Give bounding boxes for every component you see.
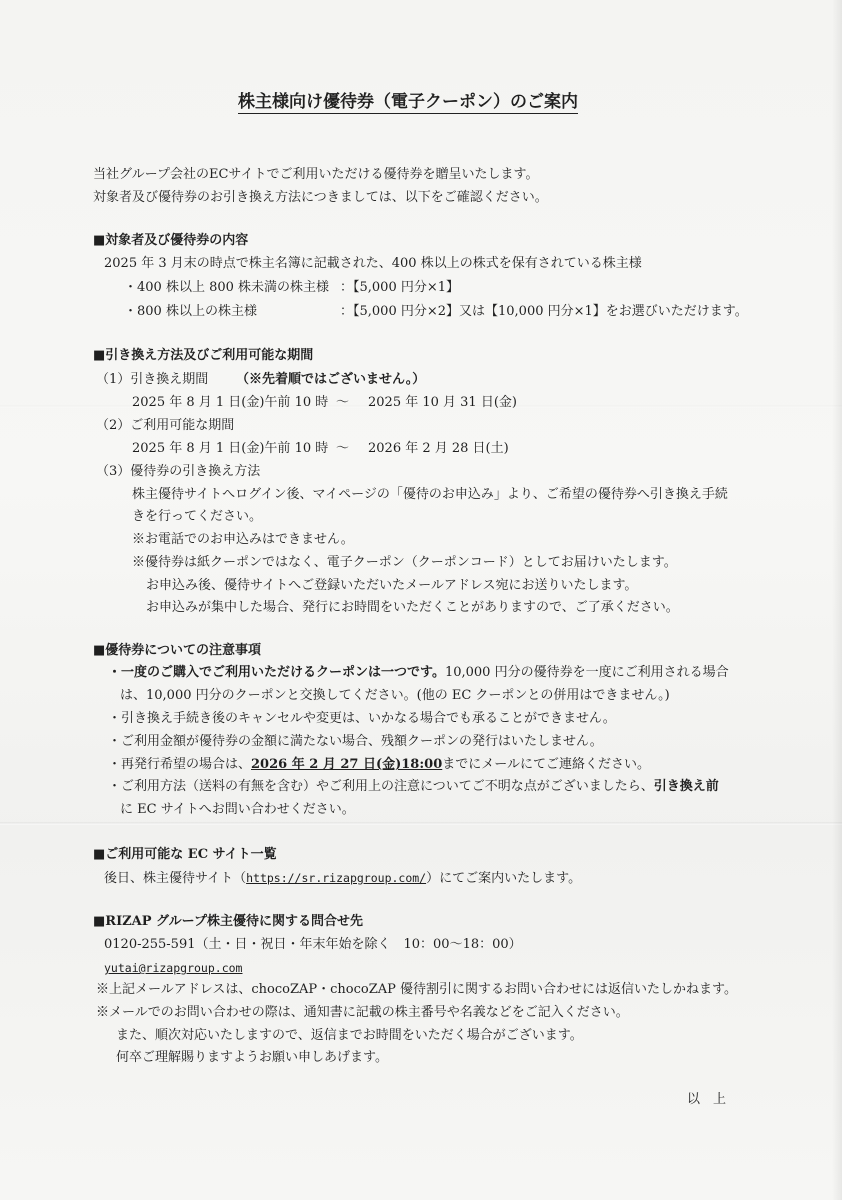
method-note: お申込み後、優待サイトへご登録いただいたメールアドレス宛にお送りいたします。 [146, 578, 638, 593]
intro-line: 当社グループ会社のECサイトでご利用いただける優待券を贈呈いたします。 [93, 167, 539, 182]
caution-text: 10,000 円分の優待券を一度にご利用される場合 [444, 665, 729, 680]
tier-label: ・800 株以上の株主様 [124, 304, 257, 319]
caution-bold: 引き換え前 [653, 779, 719, 794]
contact-note: ※上記メールアドレスは、chocoZAP・chocoZAP 優待割引に関するお問い合わせには返信いたしかねます。 [96, 982, 737, 997]
period-tilde: ～ [336, 395, 350, 410]
contact-note: 何卒ご理解賜りますようお願い申しあげます。 [116, 1050, 388, 1065]
section-heading: ■RIZAP グループ株主優待に関する問合せ先 [93, 914, 364, 929]
caution-item: ・ご利用金額が優待券の金額に満たない場合、残額クーポンの発行はいたしません。 [108, 734, 603, 749]
tier-label: ・400 株以上 800 株未満の株主様 [124, 280, 330, 295]
caution-item: ・引き換え手続き後のキャンセルや変更は、いかなる場合でも承ることができません。 [108, 711, 616, 726]
caution-item [108, 779, 719, 795]
contact-email-link[interactable]: yutai@rizapgroup.com [104, 961, 243, 975]
eligibility-text: 2025 年 3 月末の時点で株主名簿に記載された、400 株以上の株式を保有されている株主様 [104, 256, 642, 271]
tier-value: ：【5,000 円分×2】又は【10,000 円分×1】をお選びいただけます。 [340, 304, 748, 319]
document-title: 株主様向け優待券（電子クーポン）のご案内 [238, 92, 578, 112]
method-note: ※優待券は紙クーポンではなく、電子クーポン（クーポンコード）としてお届けいたします。 [132, 555, 677, 570]
period-label: （1）引き換え期間 [96, 372, 209, 387]
caution-item [108, 757, 650, 773]
period-label: （2）ご利用可能な期間 [96, 418, 235, 433]
caution-text: ・再発行希望の場合は、 [108, 757, 252, 772]
period-label: （3）優待券の引き換え方法 [96, 464, 261, 479]
caution-item: に EC サイトへお問い合わせください。 [120, 802, 355, 817]
caution-item [108, 665, 729, 681]
ec-site-text: 後日、株主優待サイト（ [104, 871, 247, 886]
period-to: 2026 年 2 月 28 日(土) [368, 441, 509, 456]
section-heading: ■優待券についての注意事項 [93, 643, 262, 658]
period-tilde: ～ [336, 441, 350, 456]
intro-line: 対象者及び優待券のお引き換え方法につきましては、以下をご確認ください。 [93, 190, 548, 205]
method-note: お申込みが集中した場合、発行にお時間をいただくことがありますので、ご了承ください。 [146, 600, 679, 615]
period-from: 2025 年 8 月 1 日(金)午前 10 時 [132, 441, 329, 456]
section-heading: ■対象者及び優待券の内容 [93, 233, 249, 248]
paper-edge-shadow [832, 0, 842, 1200]
caution-bold: ・一度のご購入でご利用いただけるクーポンは一つです。 [108, 665, 445, 680]
tier-value: ：【5,000 円分×1】 [340, 280, 460, 295]
period-note: （※先着順ではございません。） [236, 372, 426, 387]
ec-site-info [104, 870, 581, 887]
contact-note: ※メールでのお問い合わせの際は、通知書に記載の株主番号や名義などをご記入ください。 [96, 1005, 629, 1020]
ec-site-url-link[interactable]: https://sr.rizapgroup.com/ [246, 871, 427, 885]
caution-item: は、10,000 円分のクーポンと交換してください。(他の EC クーポンとの併用はできません。) [120, 688, 670, 703]
section-heading: ■ご利用可能な EC サイト一覧 [93, 847, 277, 862]
period-to: 2025 年 10 月 31 日(金) [368, 395, 517, 410]
method-text: 株主優待サイトへログイン後、マイページの「優待のお申込み」より、ご希望の優待券へ引き換え手続 [132, 487, 728, 502]
ec-site-text: ）にてご案内いたします。 [426, 871, 582, 886]
caution-text: ・ご利用方法（送料の有無を含む）やご利用上の注意についてご不明な点がございましたら、 [108, 779, 654, 794]
closing-mark: 以 上 [687, 1092, 727, 1107]
contact-note: また、順次対応いたしますので、返信までお時間をいただく場合がございます。 [116, 1028, 583, 1043]
method-text: きを行ってください。 [132, 509, 263, 524]
paper-fold [0, 822, 842, 825]
contact-phone: 0120-255-591（土・日・祝日・年末年始を除く 10：00～18：00） [104, 937, 522, 952]
section-heading: ■引き換え方法及びご利用可能な期間 [93, 348, 314, 363]
period-from: 2025 年 8 月 1 日(金)午前 10 時 [132, 395, 329, 410]
method-note: ※お電話でのお申込みはできません。 [132, 532, 354, 547]
reissue-deadline: 2026 年 2 月 27 日(金)18:00 [251, 757, 443, 772]
caution-text: までにメールにてご連絡ください。 [442, 757, 650, 772]
